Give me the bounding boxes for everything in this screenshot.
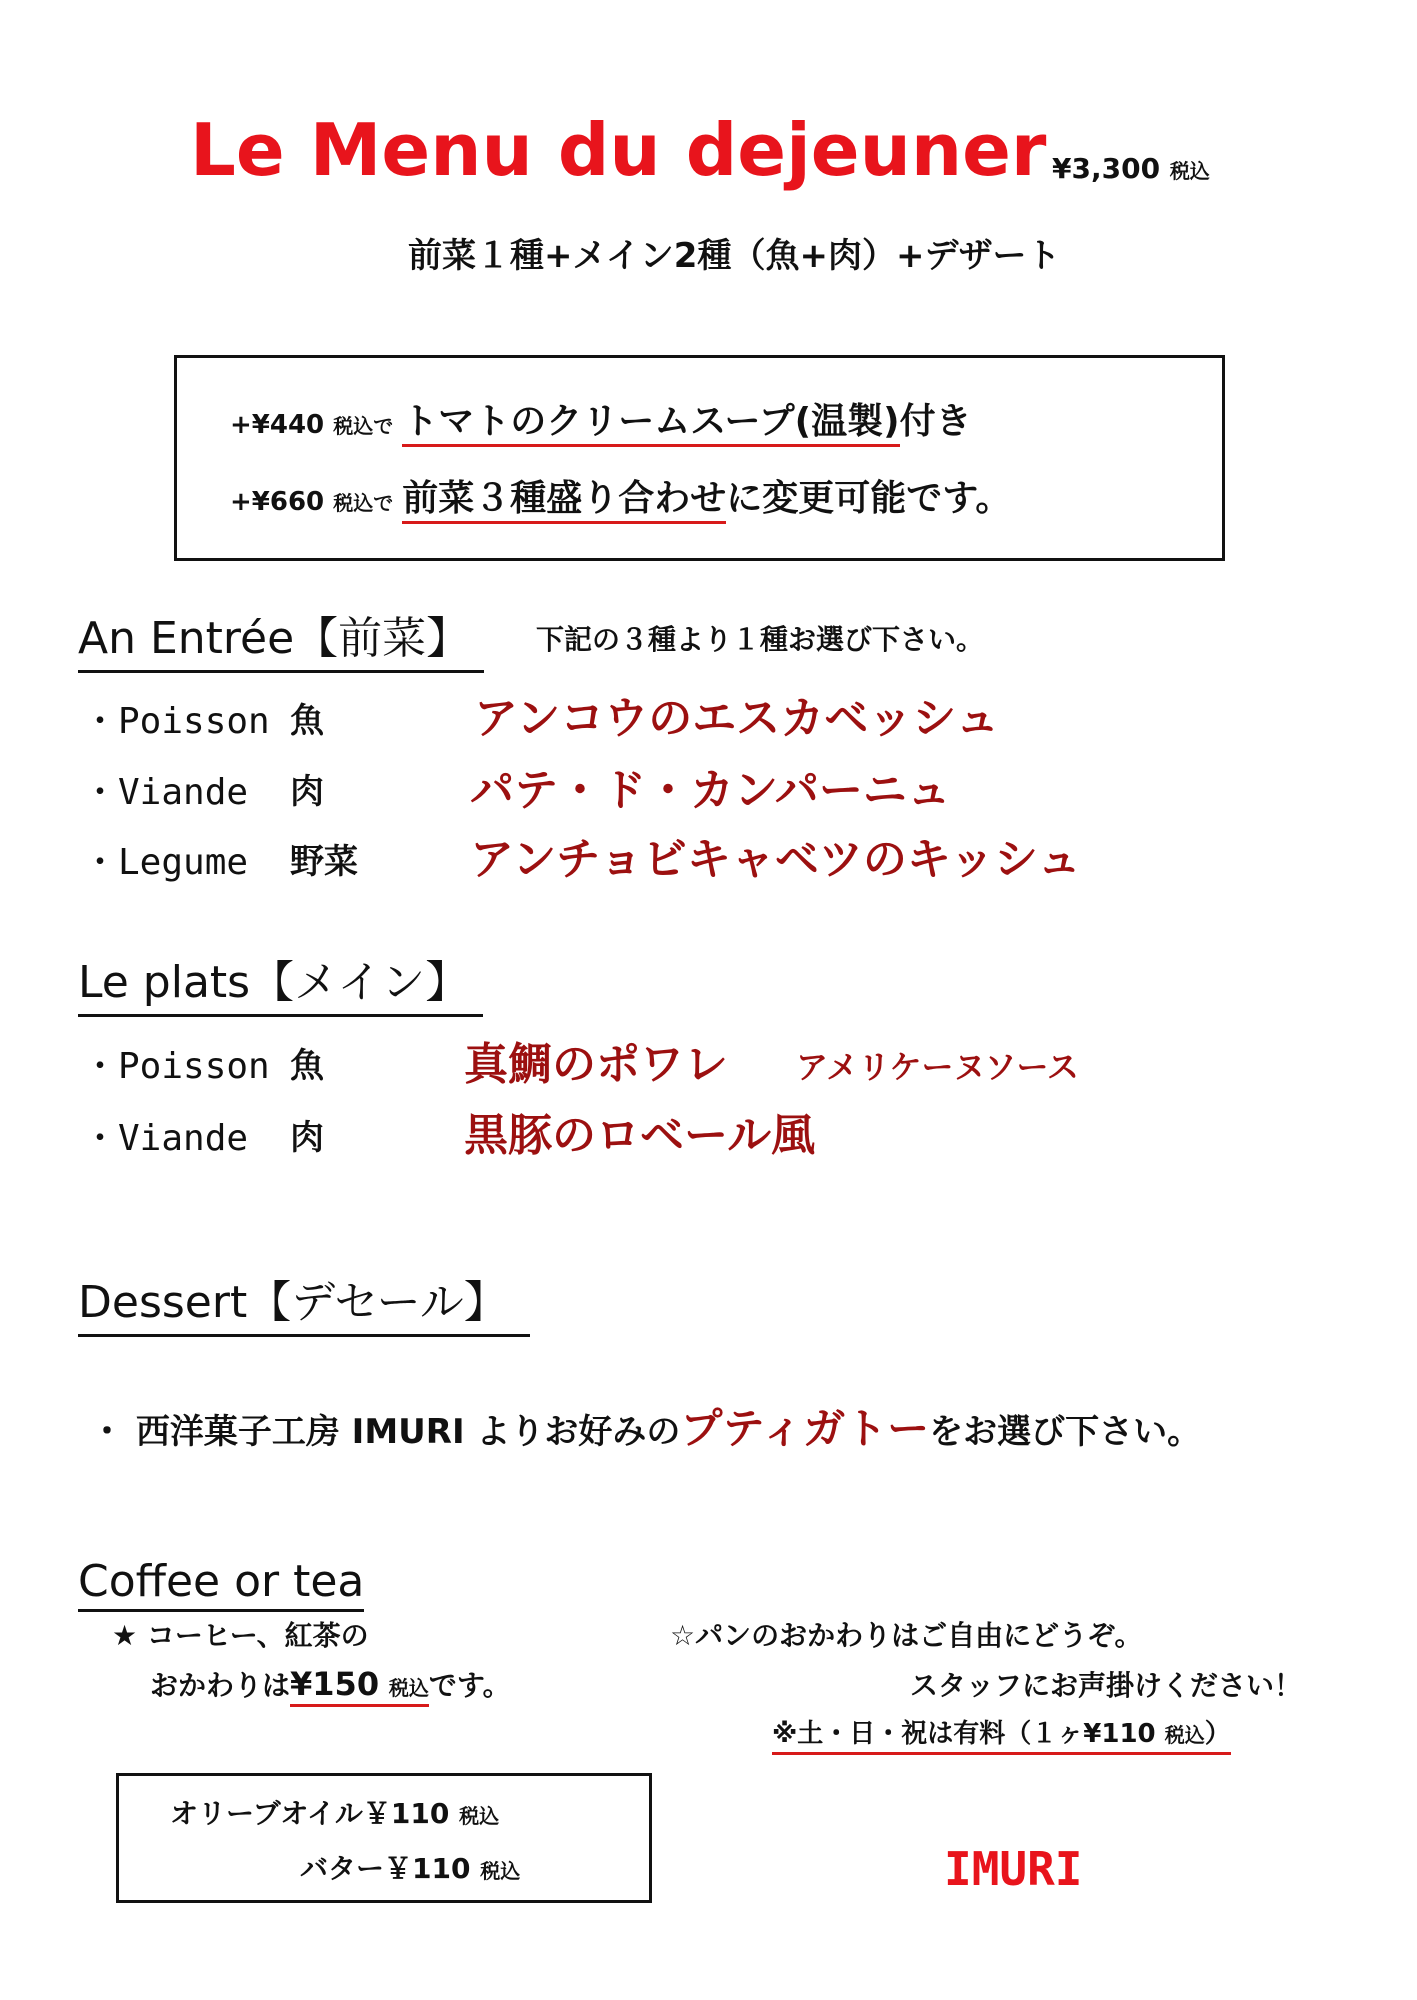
bread-line-3-after: ） (1204, 1719, 1231, 1749)
plats-sauce-poisson: アメリケーヌソース (796, 1048, 1079, 1086)
coffee-line-1: ★ コーヒー、紅茶の (112, 1619, 369, 1652)
dessert-text-before: ・ 西洋菓子工房 IMURI よりお好みの (90, 1412, 681, 1452)
dessert-text-after: をお選び下さい。 (929, 1412, 1202, 1452)
option-1-tax: 税込で (333, 414, 394, 438)
extras-butter (300, 1847, 520, 1887)
plats-dish-poisson: 真鯛のポワレ (464, 1039, 728, 1090)
menu-title: Le Menu du dejeuner (190, 108, 1047, 192)
dessert-highlight: プティガトー (680, 1404, 930, 1453)
coffee-heading: Coffee or tea (78, 1556, 364, 1612)
coffee-line-2-before: おかわりは (150, 1669, 291, 1702)
entree-dish-viande: パテ・ド・カンパーニュ (470, 765, 951, 816)
entree-dish-poisson: アンコウのエスカベッシュ (474, 693, 1000, 744)
coffee-refill-price (290, 1665, 429, 1707)
entree-label-viande: ・Viande (82, 772, 249, 813)
bread-line-2: スタッフにお声掛けください！ (910, 1669, 1303, 1702)
olive-label: オリーブオイル (170, 1797, 363, 1830)
option-2-tax: 税込で (333, 491, 394, 515)
options-box (174, 355, 1225, 561)
menu-price (1052, 152, 1210, 185)
entree-dish-legume: アンチョビキャベツのキッシュ (470, 834, 1082, 885)
entree-label-legume: ・Legume (82, 842, 249, 883)
bread-line-3 (772, 1713, 1231, 1755)
brand-logo: IMURI (944, 1842, 1083, 1896)
plats-jp-viande: 肉 (290, 1118, 324, 1158)
option-line-2 (230, 470, 1011, 521)
entree-jp-viande: 肉 (290, 772, 324, 812)
option-1-suffix: 付き (899, 401, 972, 442)
bread-line-3-before: ※土・日・祝は有料（１ヶ¥110 (772, 1719, 1156, 1749)
plats-label-viande: ・Viande (82, 1118, 249, 1159)
coffee-price-tax: 税込 (388, 1676, 429, 1700)
butter-label: バター (300, 1852, 385, 1885)
option-line-1 (230, 393, 972, 444)
plats-label-poisson: ・Poisson (82, 1046, 270, 1087)
option-2-suffix: に変更可能です。 (726, 478, 1012, 519)
option-1-item: トマトのクリームスープ(温製) (402, 401, 899, 447)
butter-price: ￥110 (384, 1852, 471, 1885)
option-2-item: 前菜３種盛り合わせ (402, 478, 726, 524)
extras-olive (170, 1792, 499, 1832)
butter-tax: 税込 (480, 1859, 521, 1883)
price-value: ¥3,300 (1052, 152, 1161, 185)
plats-jp-poisson: 魚 (290, 1046, 324, 1086)
olive-tax: 税込 (459, 1804, 500, 1828)
entree-jp-poisson: 魚 (290, 701, 324, 741)
bread-line-1: ☆パンのおかわりはご自由にどうぞ。 (670, 1619, 1143, 1652)
olive-price: ￥110 (362, 1797, 450, 1830)
coffee-line-2-after: です。 (428, 1669, 511, 1702)
entree-label-poisson: ・Poisson (82, 701, 270, 742)
entree-jp-legume: 野菜 (290, 842, 358, 882)
plats-heading: Le plats【メイン】 (78, 946, 483, 1017)
coffee-line-2 (150, 1664, 511, 1704)
dessert-heading: Dessert【デセール】 (78, 1266, 530, 1337)
price-tax: 税込 (1169, 159, 1210, 183)
bread-line-3-tax: 税込 (1164, 1723, 1205, 1747)
option-1-price: +¥440 (230, 410, 325, 440)
coffee-price-value: ¥150 (290, 1665, 380, 1703)
entree-heading: An Entrée【前菜】 (78, 602, 484, 673)
option-2-price: +¥660 (230, 487, 325, 517)
dessert-line (90, 1396, 1201, 1456)
plats-dish-viande: 黒豚のロベール風 (464, 1110, 816, 1161)
menu-subtitle: 前菜１種+メイン2種（魚+肉）+デザート (408, 236, 1061, 276)
entree-note: 下記の３種より１種お選び下さい。 (536, 623, 985, 656)
